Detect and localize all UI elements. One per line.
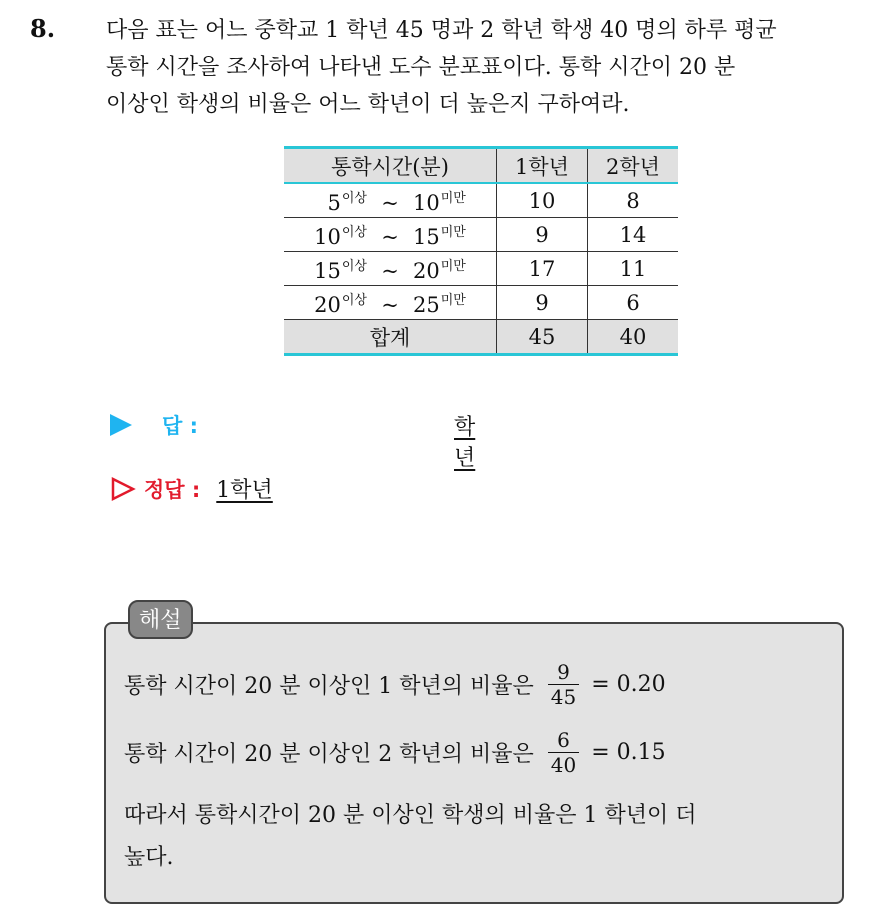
grade2-count: 8 <box>588 183 679 218</box>
fraction <box>548 660 579 709</box>
explanation-line-2 <box>124 728 666 777</box>
fraction <box>548 728 579 777</box>
frequency-table <box>284 146 678 356</box>
explanation-line-4: 높다. <box>124 845 174 870</box>
range-low: 5 <box>327 190 341 215</box>
correct-answer-label: 정답 : <box>144 477 201 502</box>
range-sup-high: 미만 <box>440 190 466 206</box>
fraction-result: = 0.15 <box>591 740 666 765</box>
question-line: 이상인 학생의 비율은 어느 학년이 더 높은지 구하여라. <box>106 92 630 117</box>
table-row <box>284 218 678 252</box>
grade2-count: 14 <box>588 218 679 252</box>
table-row <box>284 183 678 218</box>
correct-answer-value: 1학년 <box>216 478 273 503</box>
table-row <box>284 252 678 286</box>
question-line: 다음 표는 어느 중학교 1 학년 45 명과 2 학년 학생 40 명의 하루 평균 <box>106 18 777 43</box>
range-sup-low: 이상 <box>341 224 367 240</box>
range-cell <box>284 286 497 320</box>
range-high: 10 <box>413 190 440 215</box>
range-cell <box>284 252 497 286</box>
range-tilde: ~ <box>381 224 399 249</box>
fraction-result: = 0.20 <box>591 672 666 697</box>
range-high: 25 <box>413 292 440 317</box>
question-text <box>106 12 866 123</box>
fraction-denominator: 40 <box>548 752 579 777</box>
fraction-numerator: 9 <box>557 660 570 684</box>
range-low: 10 <box>314 224 341 249</box>
table-header-row <box>284 148 678 184</box>
range-sup-high: 미만 <box>440 224 466 240</box>
fraction-numerator: 6 <box>557 728 570 752</box>
range-sup-low: 이상 <box>341 190 367 206</box>
explanation-tag: 해설 <box>128 600 193 639</box>
answer-label: 답 : <box>162 414 198 438</box>
grade2-total: 40 <box>588 320 679 355</box>
range-high: 15 <box>413 224 440 249</box>
range-cell <box>284 218 497 252</box>
header-grade1: 1학년 <box>497 148 588 184</box>
range-tilde: ~ <box>381 258 399 283</box>
play-triangle-icon <box>110 414 132 436</box>
grade2-count: 6 <box>588 286 679 320</box>
range-sup-high: 미만 <box>440 292 466 308</box>
range-sup-high: 미만 <box>440 258 466 274</box>
range-high: 20 <box>413 258 440 283</box>
explanation-text: 통학 시간이 20 분 이상인 1 학년의 비율은 <box>124 674 534 699</box>
range-cell <box>284 183 497 218</box>
correct-answer-row <box>110 473 273 504</box>
grade1-count: 10 <box>497 183 588 218</box>
range-sup-low: 이상 <box>341 258 367 274</box>
explanation-line-1 <box>124 660 666 709</box>
grade1-count: 9 <box>497 218 588 252</box>
grade2-count: 11 <box>588 252 679 286</box>
range-tilde: ~ <box>381 190 399 215</box>
total-label: 합계 <box>284 320 497 355</box>
grade1-count: 17 <box>497 252 588 286</box>
range-tilde: ~ <box>381 292 399 317</box>
question-number: 8. <box>30 14 56 43</box>
answer-row <box>110 410 476 471</box>
header-time: 통학시간(분) <box>284 148 497 184</box>
outline-triangle-icon <box>110 476 136 502</box>
table-total-row <box>284 320 678 355</box>
range-low: 15 <box>314 258 341 283</box>
range-sup-low: 이상 <box>341 292 367 308</box>
explanation-text: 통학 시간이 20 분 이상인 2 학년의 비율은 <box>124 742 534 767</box>
range-low: 20 <box>314 292 341 317</box>
grade1-total: 45 <box>497 320 588 355</box>
grade1-count: 9 <box>497 286 588 320</box>
answer-unit: 학년 <box>454 415 476 471</box>
explanation-line-3: 따라서 통학시간이 20 분 이상인 학생의 비율은 1 학년이 더 <box>124 803 697 828</box>
table-row <box>284 286 678 320</box>
header-grade2: 2학년 <box>588 148 679 184</box>
fraction-denominator: 45 <box>548 684 579 709</box>
question-line: 통학 시간을 조사하여 나타낸 도수 분포표이다. 통학 시간이 20 분 <box>106 55 736 80</box>
